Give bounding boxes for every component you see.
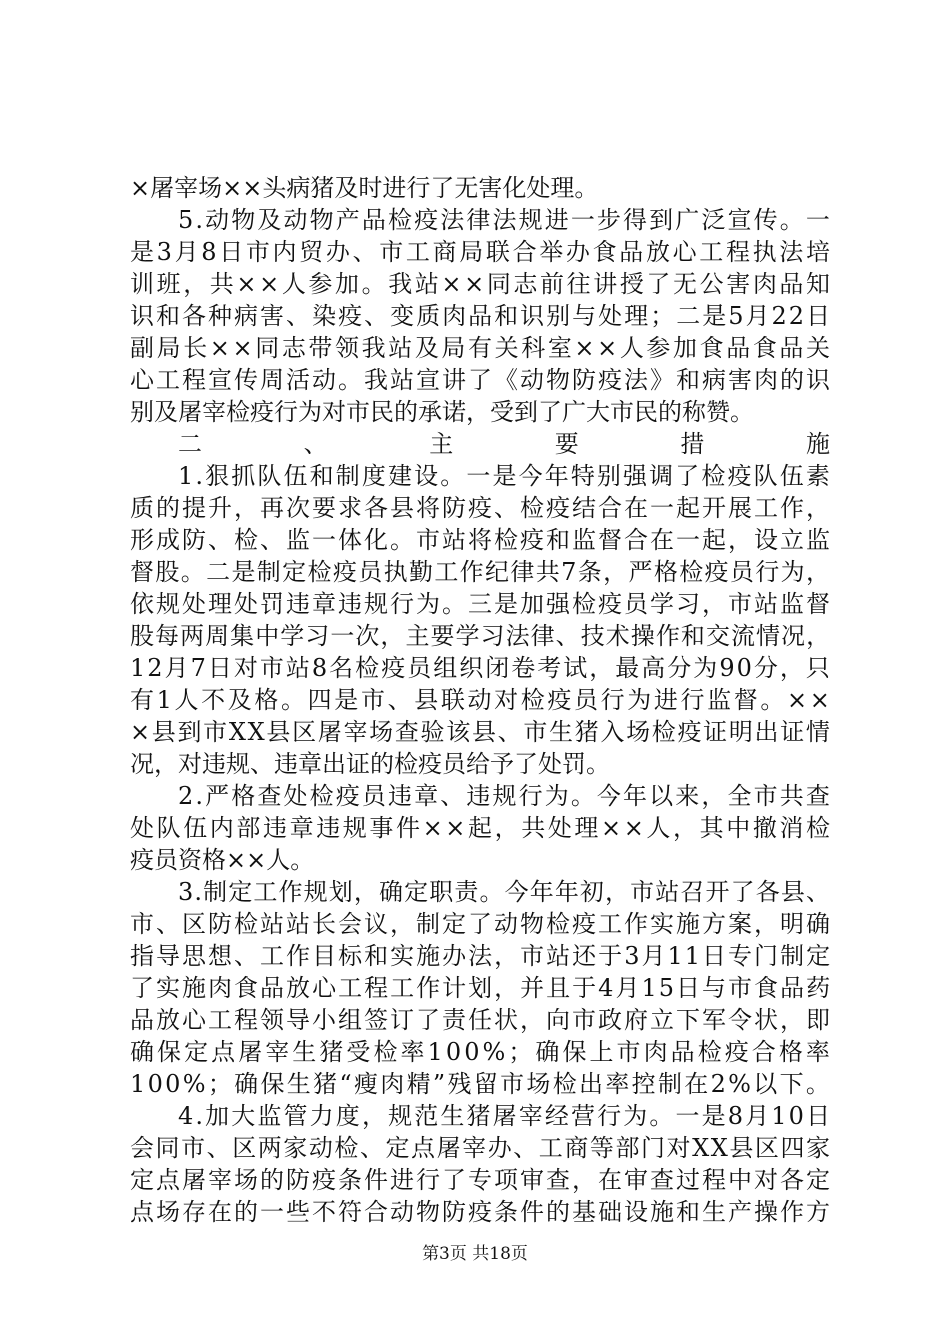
text-line: 3.制定工作规划，确定职责。今年年初，市站召开了各县、 [178, 878, 832, 906]
text-line: 确保定点屠宰生猪受检率100%；确保上市肉品检疫合格率 [130, 1038, 833, 1066]
document-body [130, 172, 932, 1228]
text-line: 况，对违规、违章出证的检疫员给予了处罚。 [130, 750, 610, 778]
text-line: 1.狠抓队伍和制度建设。一是今年特别强调了检疫队伍素 [178, 462, 833, 490]
text-line: 是3月8日市内贸办、市工商局联合举办食品放心工程执法培 [130, 238, 833, 266]
text-line: 副局长××同志带领我站及局有关科室××人参加食品食品关 [130, 334, 833, 362]
text-line: 4.加大监管力度，规范生猪屠宰经营行为。一是8月10日 [178, 1102, 833, 1130]
text-line: 了实施肉食品放心工程工作计划，并且于4月15日与市食品药 [130, 974, 833, 1002]
text-line: ×县到市XX县区屠宰场查验该县、市生猪入场检疫证明出证情 [130, 718, 832, 746]
text-line: 指导思想、工作目标和实施办法，市站还于3月11日专门制定 [130, 942, 833, 970]
text-line: 督股。二是制定检疫员执勤工作纪律共7条，严格检疫员行为， [130, 558, 832, 586]
text-line: 12月7日对市站8名检疫员组织闭卷考试，最高分为90分，只 [130, 654, 832, 682]
text-line: 有1人不及格。四是市、县联动对检疫员行为进行监督。×× [130, 686, 833, 714]
text-line: 点场存在的一些不符合动物防疫条件的基础设施和生产操作方 [130, 1198, 832, 1226]
text-line: 股每两周集中学习一次，主要学习法律、技术操作和交流情况， [130, 622, 832, 650]
text-line: 识和各种病害、染疫、变质肉品和识别与处理；二是5月22日 [130, 302, 833, 330]
text-line: 心工程宣传周活动。我站宣讲了《动物防疫法》和病害肉的识 [130, 366, 832, 394]
text-line: 5.动物及动物产品检疫法律法规进一步得到广泛宣传。一 [178, 206, 833, 234]
text-line: 2.严格查处检疫员违章、违规行为。今年以来，全市共查 [178, 782, 833, 810]
text-line: 定点屠宰场的防疫条件进行了专项审查，在审查过程中对各定 [130, 1166, 832, 1194]
text-line: 质的提升，再次要求各县将防疫、检疫结合在一起开展工作， [130, 494, 832, 522]
text-line: 处队伍内部违章违规事件××起，共处理××人，其中撤消检 [130, 814, 833, 842]
text-line: 100%；确保生猪“瘦肉精”残留市场检出率控制在2%以下。 [130, 1070, 833, 1098]
text-line: 疫员资格××人。 [130, 846, 315, 874]
text-line: 训班，共××人参加。我站××同志前往讲授了无公害肉品知 [130, 270, 833, 298]
text-line: 形成防、检、监一体化。市站将检疫和监督合在一起，设立监 [130, 526, 832, 554]
text-line: 别及屠宰检疫行为对市民的承诺，受到了广大市民的称赞。 [130, 398, 754, 426]
text-line: ×屠宰场××头病猪及时进行了无害化处理。 [130, 174, 599, 202]
text-line: 二、主要措施 [178, 430, 932, 458]
text-line: 依规处理处罚违章违规行为。三是加强检疫员学习，市站监督 [130, 590, 832, 618]
text-line: 会同市、区两家动检、定点屠宰办、工商等部门对XX县区四家 [130, 1134, 832, 1162]
text-line: 品放心工程领导小组签订了责任状，向市政府立下军令状，即 [130, 1006, 832, 1034]
page-footer: 第3页 共18页 [422, 1244, 528, 1264]
text-line: 市、区防检站站长会议，制定了动物检疫工作实施方案，明确 [130, 910, 832, 938]
